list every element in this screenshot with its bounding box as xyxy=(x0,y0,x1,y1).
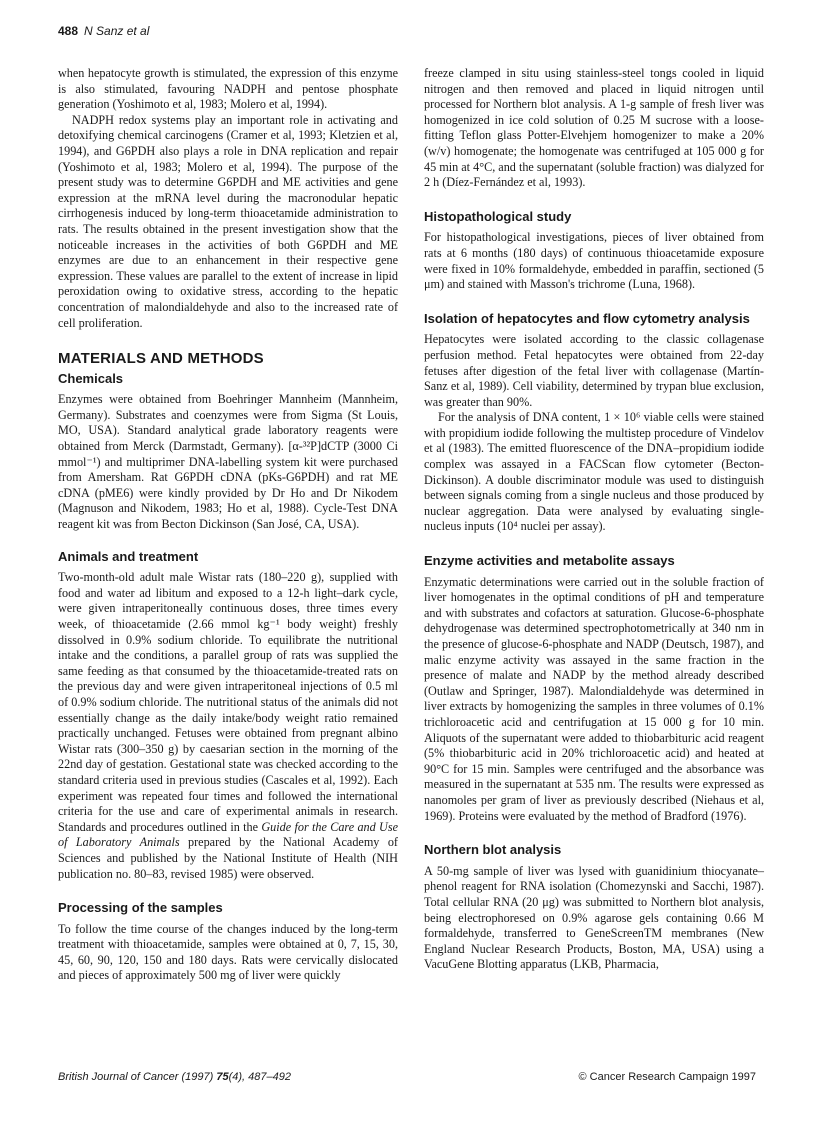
animals-text-b: prepared by the National Academy of Sciences and published by the National Institute of Health (NIH publication no. 80–83, revised 1985) were observed. xyxy=(58,835,398,881)
running-author: N Sanz et al xyxy=(84,24,150,38)
subheading-chemicals: Chemicals xyxy=(58,370,124,386)
subheading-histopathology: Histopathological study xyxy=(424,208,572,224)
footer-journal-name: British Journal of Cancer (1997) xyxy=(58,1071,217,1083)
intro-paragraph-continued: when hepatocyte growth is stimulated, the expression of this enzyme is also stimulated, favouring NADPH and pentose phosphate generation (Yoshimoto et al, 1983; Molero et al, 1994). xyxy=(58,66,398,112)
animals-text-a: Two-month-old adult male Wistar rats (180–220 g), supplied with food and water ad libitum and exposed to a 12-h light–dark cycle, were given intraperitoneally continuous doses, three times every week, of thioacetamide (2.66 mmol kg⁻¹ body weight) freshly dissolved in 0.9% sodium chloride. To equilibrate the nutritional intake and the conditions, a parallel group of rats was supplied the same feeding as that consumed by the thioacetamide-treated rats on the previous day and were given intraperitoneal injections of 0.5 ml of 0.9% sodium chloride. The nutritional status of the animals did not essentially change as the daily intake/body weight ratio remained practically unchanged. Fetuses were obtained from pregnant albino Wistar rats (300–350 g) by caesarian section in the morning of the 22nd day of gestation. Gestational state was checked according to the standard criteria used in previous studies (Cascales et al, 1992). Each experiment was repeated four times and followed the international criteria for the use and care of experimental animals in research. Standards and procedures outlined in the xyxy=(58,570,398,834)
subheading-isolation: Isolation of hepatocytes and flow cytometry analysis xyxy=(424,310,750,326)
footer-issue-pages: (4), 487–492 xyxy=(228,1071,291,1083)
subheading-enzyme: Enzyme activities and metabolite assays xyxy=(424,553,675,569)
left-column xyxy=(58,66,398,984)
subheading-northern: Northern blot analysis xyxy=(424,842,562,858)
footer-copyright: © Cancer Research Campaign 1997 xyxy=(578,1071,756,1083)
isolation-paragraph-2: For the analysis of DNA content, 1 × 10⁶ viable cells were stained with propidium iodide following the multistep procedure of Vindelov et al (1983). The emitted fluorescence of the DNA–propidium iodide complex was assayed in a FACScan flow cytometer (Becton-Dickinson). A double discriminator module was used to distinguish between signals coming from a single nucleus and those produced by nuclear aggregation. Data were analysed by evaluating single-nucleus inputs (10⁴ nuclei per assay). xyxy=(424,410,764,534)
footer-volume: 75 xyxy=(216,1071,229,1083)
section-heading-methods: MATERIALS AND METHODS xyxy=(58,350,264,368)
subheading-animals: Animals and treatment xyxy=(58,548,199,564)
processing-paragraph: To follow the time course of the changes induced by the long-term treatment with thioacetamide, samples were obtained at 0, 7, 15, 30, 45, 60, 90, 120, 150 and 180 days. Rats were cervically dislocated and pieces of approximately 500 mg of liver were quickly xyxy=(58,921,398,983)
right-column xyxy=(424,66,764,973)
northern-paragraph: A 50-mg sample of liver was lysed with guanidinium thiocyanate–phenol reagent for RNA isolation (Chomezynski and Sacchi, 1987). Total cellular RNA (20 μg) was submitted to Northern blot analysis, being electrophoresed on 0.9% agarose gels containing 0.66 M formaldehyde, transferred to GeneScreenTM membranes (New England Nuclear Research Products, Boston, MA, USA) using a VacuGene Blotting apparatus (LKB, Pharmacia, xyxy=(424,863,764,972)
animals-paragraph xyxy=(58,570,398,882)
running-header xyxy=(58,24,149,38)
processing-paragraph-continued: freeze clamped in situ using stainless-steel tongs cooled in liquid nitrogen and then removed and placed in liquid nitrogen until processed for Northern blot analysis. A 1-g sample of fresh liver was homogenized in ice cold solution of 0.25 M sucrose with a loose-fitting Teflon glass Potter-Elvehjem homogenizer to make a 20% (w/v) homogenate; the homogenate was centrifuged at 105 000 g for 45 min at 4°C, and the supernatant (soluble fraction) was dialyzed for 2 h (Díez-Fernández et al, 1993). xyxy=(424,66,764,190)
footer-journal xyxy=(58,1071,291,1083)
intro-paragraph: NADPH redox systems play an important role in activating and detoxifying chemical carcinogens (Cramer et al, 1993; Kletzien et al, 1994), and G6PDH also plays a role in DNA replication and repair (Yoshimoto et al, 1983; Molero et al, 1994). The purpose of the present study was to determine G6PDH and ME activities and gene expression at the mRNA level during the macronodular hepatic cirrhogenesis induced by long-term thioacetamide administration to rats. The results obtained in the present investigation show that the noticeable increases in the activities of both G6PDH and ME enzymes are due to an enhancement in their respective gene expression. These values are parallel to the extent of increase in lipid peroxidation owing to oxidative stress, according to the hepatic concentration of malondialdehyde and also to the increased rate of cell proliferation. xyxy=(58,112,398,330)
enzyme-paragraph: Enzymatic determinations were carried out in the soluble fraction of liver homogenates in the optimal conditions of pH and temperature and with substrates and cofactors at saturation. Glucose-6-phosphate dehydrogenase was determined spectrophotometrically at 340 nm in the presence of glucose-6-phosphate and NADP (Deutsch, 1987), and malic enzyme activity was assayed in the same fraction in the presence of malate and NADP by the method already described (Outlaw and Springer, 1987). Malondialdehyde was determined in liver extracts by homogenizing the samples in three volumes of 0.1% trichloroacetic acid and centrifugation at 15 000 g for 10 min. Aliquots of the supernatant were added to thiobarbituric acid reagent (5% thiobarbituric acid in 20% trichloroacetic acid) and heated at 90°C for 15 min. Samples were centrifuged and the absorbance was measured in the supernatant at 535 nm. The results were expressed as nanomoles per gram of liver as previously described (Niehaus et al, 1969). Proteins were evaluated by the method of Bradford (1976). xyxy=(424,574,764,823)
subheading-processing: Processing of the samples xyxy=(58,900,223,916)
guide-title: Guide for the Care and Use of Laboratory Animals xyxy=(58,819,399,850)
histopathology-paragraph: For histopathological investigations, pieces of liver obtained from rats at 6 months (180 days) of continuous thioacetamide exposure were fixed in 10% formaldehyde, embedded in paraffin, sectioned (5 μm) and stained with Masson's trichrome (Luna, 1968). xyxy=(424,230,764,292)
isolation-paragraph-1: Hepatocytes were isolated according to the classic collagenase perfusion method. Fetal hepatocytes were obtained from 22-day fetuses after digestion of the fetal liver with collagenase (Martín-Sanz et al, 1989). Cell viability, determined by trypan blue exclusion, was greater than 90%. xyxy=(424,332,764,409)
page-number: 488 xyxy=(58,24,79,38)
chemicals-paragraph: Enzymes were obtained from Boehringer Mannheim (Mannheim, Germany). Substrates and coenzymes were from Sigma (St Louis, MO, USA). Standard analytical grade laboratory reagents were obtained from Merck (Darmstadt, Germany). [α-³²P]dCTP (3000 Ci mmol⁻¹) and multiprimer DNA-labelling system kit were purchased from Amersham. Rat G6PDH cDNA (pKs-G6PDH) and rat ME cDNA (pME6) were kindly provided by Dr Ho and Dr Nikodem (Magnuson and Nikodem, 1983; Ho et al, 1988). Cycle-Test DNA reagent kit was from Becton Dickinson (San José, CA, USA). xyxy=(58,392,398,532)
